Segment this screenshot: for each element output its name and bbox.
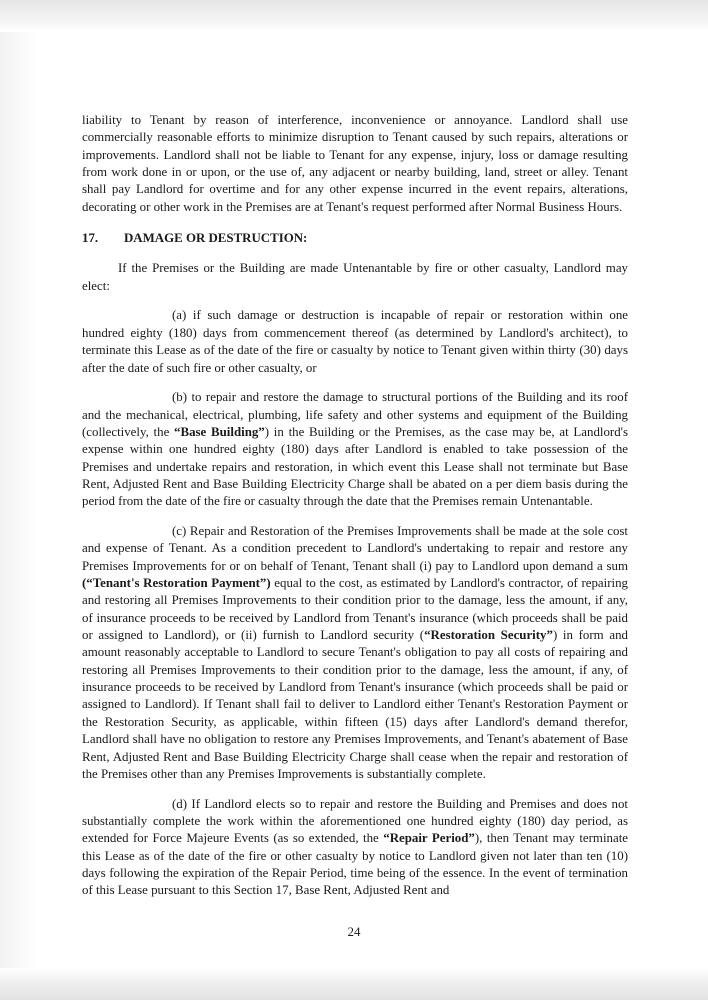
defined-term-restoration-security: “Restoration Security” — [424, 628, 553, 643]
paragraph-c-text-3: ) in form and amount reasonably acceptable to Landlord to secure Tenant's obligation to pay all costs of repairing and restoring all Premises Improvements to their condition prior to the damage, less the amount, if any, of insurance proceeds to be received by Landlord from Tenant's insurance (which proceeds shall be paid or assigned to Landlord). If Tenant shall fail to deliver to Landlord either Tenant's Restoration Payment or the Restoration Security, as applicable, within fifteen (15) days after Landlord's demand therefor, Landlord shall have no obligation to restore any Premises Improvements, and Tenant's abatement of Base Rent, Adjusted Rent and Base Building Electricity Charge shall cease when the repair and restoration of the Premises other than any Premises Improvements is substantially complete. — [82, 628, 628, 781]
paragraph-d-text-2: ), then Tenant may terminate this Lease as of the date of the fire or other casualty by notice to Landlord given not later than ten (10) days following the expiration of the Repair Period, time being of the essence. In the event of termination of this Lease pursuant to this Section 17, Base Rent, Adjusted Rent and — [82, 831, 629, 898]
paragraph-a: (a) if such damage or destruction is incapable of repair or restoration within one hundred eighty (180) days from commencement thereof (as determined by Landlord's architect), to terminate this Lease as of the date of the fire or casualty by notice to Tenant given within thirty (30) days after the date of such fire or other casualty, or — [82, 308, 628, 375]
paragraph-d-text-1: (d) If Landlord elects so to repair and restore the Building and Premises and does not substantially complete the work within the aforementioned one hundred eighty (180) day period, as extended for Force Majeure Events (as so extended, the — [82, 796, 628, 846]
document-page — [82, 112, 628, 912]
page-number: 24 — [347, 924, 361, 939]
paragraph-c-text-1: (c) Repair and Restoration of the Premises Improvements shall be made at the sole cost and expense of Tenant. As a condition precedent to Landlord's undertaking to repair and restore any Premises Improvements for or on behalf of Tenant, Tenant shall (i) pay to Landlord upon demand a sum — [82, 524, 628, 573]
defined-term-base-building: “Base Building” — [174, 424, 265, 439]
paragraph-c — [82, 523, 628, 783]
paragraph-intro: If the Premises or the Building are made Untenantable by fire or other casualty, Landlord may elect: — [82, 261, 628, 293]
paragraph-d — [82, 796, 628, 900]
scan-edge-top — [0, 0, 708, 32]
defined-term-restoration-payment: (“Tenant's Restoration Payment”) — [82, 576, 271, 591]
section-title: DAMAGE OR DESTRUCTION: — [124, 231, 308, 246]
scan-edge-bottom — [0, 968, 708, 1000]
section-heading — [82, 230, 628, 247]
section-number: 17. — [82, 231, 99, 246]
paragraph-c-text-2: equal to the cost, as estimated by Landlord's contractor, of repairing and restoring all Premises Improvements to their condition prior to the damage, less the amount, if any, of insurance proceeds to be received by Landlord from Tenant's insurance (which proceeds shall be paid or assigned to Landlord), or (ii) furnish to Landlord security ( — [82, 576, 628, 643]
scan-edge-left — [0, 32, 38, 968]
paragraph-b-text-1: (b) to repair and restore the damage to structural portions of the Building and its roof and the mechanical, electrical, plumbing, life safety and other systems and equipment of the Building (collectively, the — [82, 390, 628, 439]
paragraph-b — [82, 389, 628, 510]
paragraph-b-text-2: ) in the Building or the Premises, as the case may be, at Landlord's expense within one hundred eighty (180) days after Landlord is enabled to take possession of the Premises and undertake repairs and restoration, in which event this Lease shall not terminate but Base Rent, Adjusted Rent and Base Building Electricity Charge shall be abated on a per diem basis during the period from the date of the fire or casualty through the date that the Premises remain Untenantable. — [82, 424, 628, 509]
defined-term-repair-period: “Repair Period” — [383, 831, 475, 846]
paragraph-continuation: liability to Tenant by reason of interference, inconvenience or annoyance. Landlord shall use commercially reasonable efforts to minimize disruption to Tenant caused by such repairs, alterations or improvements. Landlord shall not be liable to Tenant for any expense, injury, loss or damage resulting from work done in or upon, or the use of, any adjacent or nearby building, land, street or alley. Tenant shall pay Landlord for overtime and for any other expense incurred in the event repairs, alterations, decorating or other work in the Premises are at Tenant's request performed after Normal Business Hours. — [82, 113, 628, 214]
